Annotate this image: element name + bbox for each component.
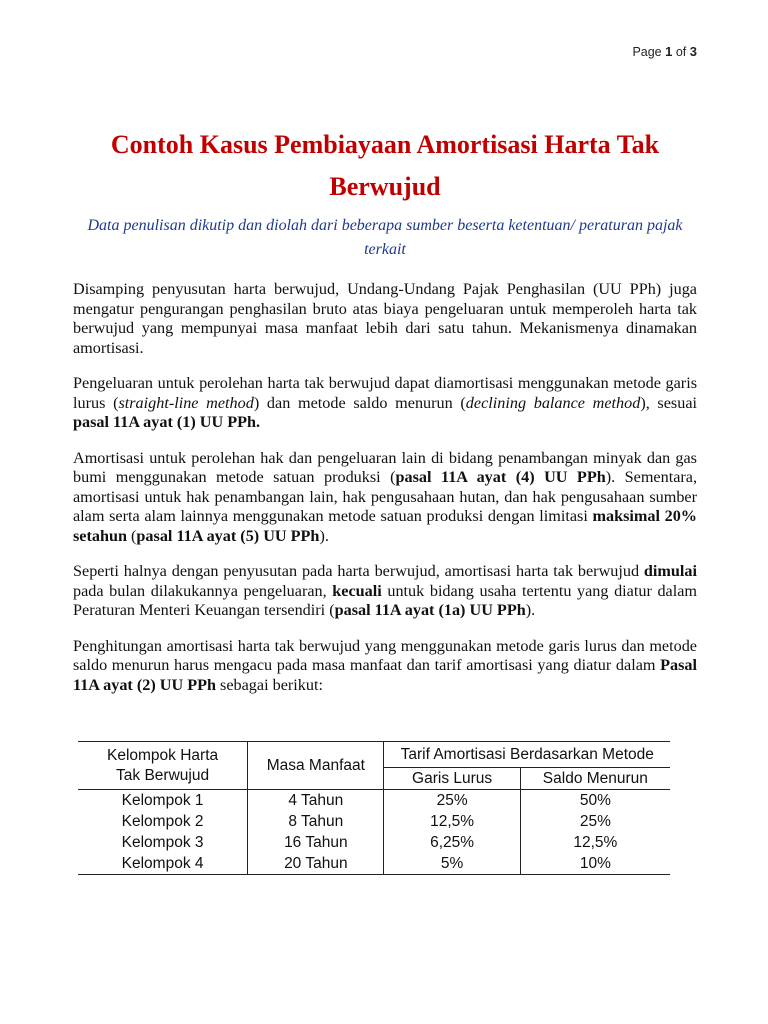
document-subtitle: Data penulisan dikutip dan diolah dari beberapa sumber beserta ketentuan/ peraturan pajak terkait: [87, 217, 683, 258]
header-garis-lurus: Garis Lurus: [384, 768, 520, 790]
bold-term: dimulai: [643, 562, 697, 580]
legal-reference: pasal 11A ayat (1a) UU PPh: [334, 601, 526, 619]
paragraph-intro: Disamping penyusutan harta berwujud, Undang-Undang Pajak Penghasilan (UU PPh) juga mengatur pengurangan penghasilan bruto atas biaya pengeluaran untuk memperoleh harta tak berwujud yang mempunyai masa manfaat lebih dari satu tahun. Mekanismenya dinamakan amortisasi.: [73, 280, 697, 357]
header-kelompok: [78, 742, 248, 790]
cell-kelompok: Kelompok 2: [121, 813, 204, 830]
header-kelompok-line2: Tak Berwujud: [116, 766, 210, 784]
cell-kelompok: Kelompok 3: [121, 834, 204, 851]
legal-reference: Pasal 11A ayat (2) UU PPh: [73, 656, 697, 694]
paragraph-methods: [73, 374, 697, 433]
header-tarif: Tarif Amortisasi Berdasarkan Metode: [384, 742, 670, 768]
text-run: ). Sementara, amortisasi untuk hak penambangan lain, hak pengusahaan hutan, dan hak pengusahaan sumber alam serta alam lainnya menggunakan metode satuan produksi dengan limitasi: [73, 468, 697, 525]
header-saldo-menurun: Saldo Menurun: [520, 768, 670, 790]
cell-garis: 12,5%: [384, 811, 520, 832]
text-run: Penghitungan amortisasi harta tak berwujud yang menggunakan metode garis lurus dan metode saldo menurun harus mengacu pada masa manfaat dan tarif amortisasi yang diatur dalam: [73, 636, 697, 674]
page-current: 1: [665, 44, 673, 59]
text-run: ), sesuai: [640, 393, 697, 412]
italic-term: declining balance method: [465, 393, 641, 412]
legal-reference: pasal 11A ayat (1) UU PPh.: [73, 413, 261, 431]
cell-saldo: 10%: [520, 853, 670, 875]
table-row: [78, 811, 670, 832]
table-row: [78, 790, 670, 812]
cell-saldo: 25%: [520, 811, 670, 832]
page-total: 3: [689, 44, 697, 59]
cell-garis: 6,25%: [384, 832, 520, 853]
cell-saldo: 50%: [520, 790, 670, 812]
bold-term: kecuali: [332, 581, 382, 600]
cell-kelompok: Kelompok 4: [121, 855, 204, 872]
page-label: Page: [632, 45, 662, 59]
table-row: [78, 853, 670, 875]
text-run: pada bulan dilakukannya pengeluaran,: [73, 581, 333, 600]
table-row: [78, 832, 670, 853]
header-kelompok-line1: Kelompok Harta: [107, 746, 219, 764]
text-run: ) dan metode saldo menurun (: [253, 393, 466, 412]
cell-kelompok: Kelompok 1: [121, 792, 204, 809]
legal-reference: pasal 11A ayat (5) UU PPh: [136, 526, 320, 545]
document-title: Contoh Kasus Pembiayaan Amortisasi Harta Tak Berwujud: [110, 130, 660, 201]
cell-garis: 25%: [384, 790, 520, 812]
header-masa-manfaat: Masa Manfaat: [248, 742, 384, 790]
cell-masa: 16 Tahun: [248, 832, 384, 853]
text-run: Pengeluaran untuk perolehan harta tak berwujud dapat diamortisasi menggunakan metode garis lurus (: [73, 374, 697, 412]
italic-term: straight-line method: [118, 393, 254, 412]
bold-term: maksimal 20% setahun: [73, 507, 697, 545]
cell-masa: 8 Tahun: [248, 811, 384, 832]
cell-masa: 20 Tahun: [248, 853, 384, 875]
paragraph-mining: [73, 449, 697, 547]
paragraph-start: [73, 562, 697, 621]
page-of: of: [675, 45, 687, 59]
paragraph-calculation: [73, 637, 697, 696]
text-run: Amortisasi untuk perolehan hak dan pengeluaran lain di bidang penambangan minyak dan gas bumi menggunakan metode satuan produksi (: [73, 448, 697, 486]
text-run: (: [126, 526, 137, 545]
legal-reference: pasal 11A ayat (4) UU PPh: [395, 468, 606, 486]
text-run: ).: [319, 526, 329, 545]
text-run: ).: [525, 601, 536, 619]
text-run: Seperti halnya dengan penyusutan pada harta berwujud, amortisasi harta tak berwujud: [73, 562, 644, 580]
page-number: [632, 44, 697, 59]
cell-garis: 5%: [384, 853, 520, 875]
amortization-table-container: [78, 741, 670, 875]
text-run: sebagai berikut:: [215, 675, 323, 694]
cell-saldo: 12,5%: [520, 832, 670, 853]
amortization-table: [78, 741, 670, 875]
document-body: [73, 280, 697, 711]
cell-masa: 4 Tahun: [248, 790, 384, 812]
text-run: untuk bidang usaha tertentu yang diatur dalam Peraturan Menteri Keuangan tersendiri (: [73, 581, 697, 619]
